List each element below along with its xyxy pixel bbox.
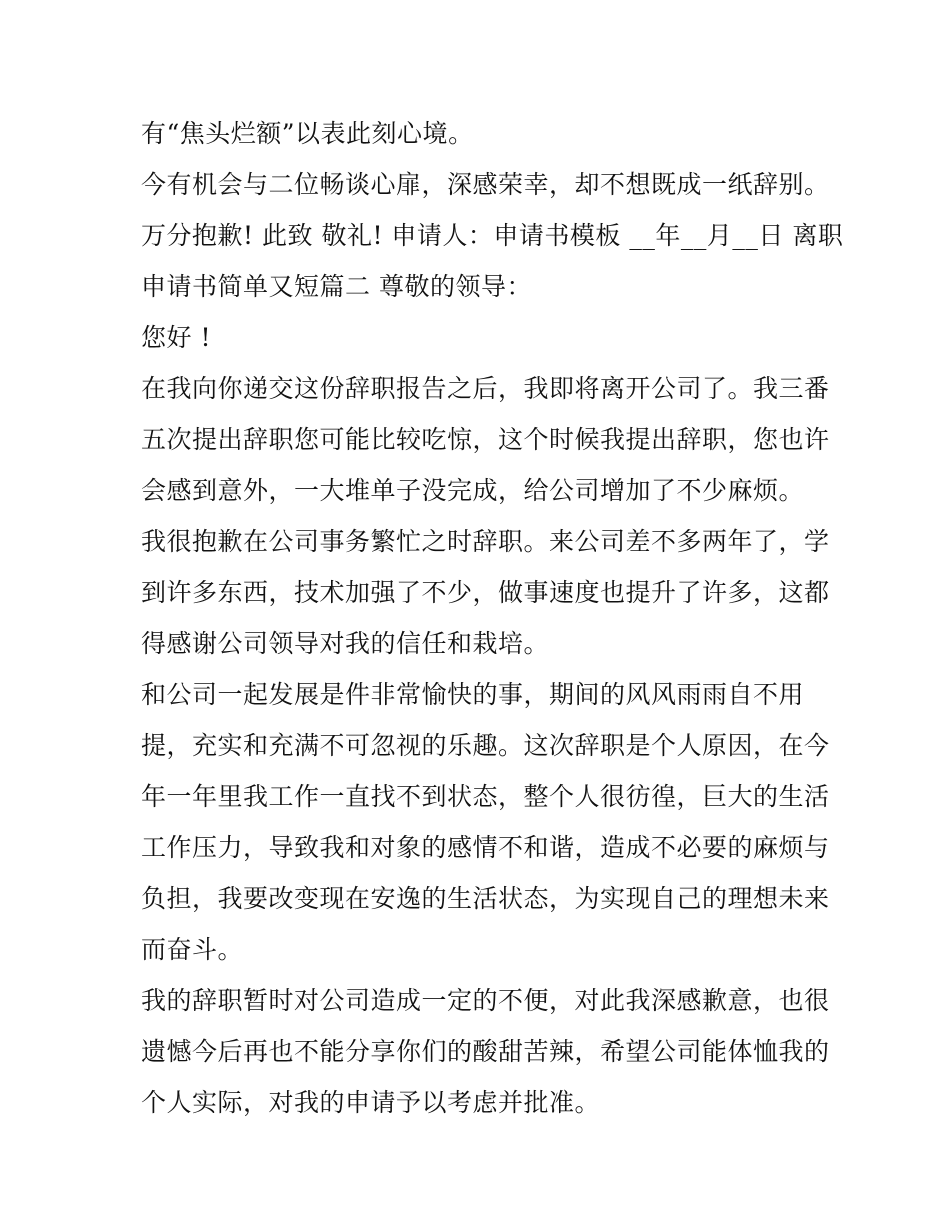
text-line: 您好 ! xyxy=(141,323,211,352)
text-line: 负担，我要改变现在安逸的生活状态，为实现自己的理想未来 xyxy=(141,884,830,913)
text-line: 今有机会与二位畅谈心扉，深感荣幸，却不想既成一纸辞别。 xyxy=(141,170,830,199)
text-line: 到许多东西，技术加强了不少，做事速度也提升了许多，这都 xyxy=(141,578,830,607)
text-line: 得感谢公司领导对我的信任和栽培。 xyxy=(141,629,550,658)
text-line: 遗憾今后再也不能分享你们的酸甜苦辣，希望公司能体恤我的 xyxy=(141,1037,830,1066)
text-line: 申请书简单又短篇二 尊敬的领导： xyxy=(141,272,532,301)
text-line: 我很抱歉在公司事务繁忙之时辞职。来公司差不多两年了，学 xyxy=(141,527,830,556)
text-line: 会感到意外，一大堆单子没完成，给公司增加了不少麻烦。 xyxy=(141,476,805,505)
text-line: 年一年里我工作一直找不到状态，整个人很彷徨，巨大的生活 xyxy=(141,782,830,811)
text-line: 有“焦头烂额”以表此刻心境。 xyxy=(141,119,474,148)
text-line: 五次提出辞职您可能比较吃惊，这个时候我提出辞职，您也许 xyxy=(141,425,830,454)
text-line: 个人实际，对我的申请予以考虑并批准。 xyxy=(141,1088,601,1117)
text-line: 万分抱歉! 此致 敬礼! 申请人：申请书模板 __年__月__日 离职 xyxy=(141,221,844,250)
text-line: 在我向你递交这份辞职报告之后，我即将离开公司了。我三番 xyxy=(141,374,830,403)
text-line: 我的辞职暂时对公司造成一定的不便，对此我深感歉意，也很 xyxy=(141,986,830,1015)
text-line: 工作压力，导致我和对象的感情不和谐，造成不必要的麻烦与 xyxy=(141,833,830,862)
text-line: 而奋斗。 xyxy=(141,935,244,964)
text-line: 提，充实和充满不可忽视的乐趣。这次辞职是个人原因，在今 xyxy=(141,731,830,760)
letter-body xyxy=(141,108,844,1128)
text-line: 和公司一起发展是件非常愉快的事，期间的风风雨雨自不用 xyxy=(141,680,805,709)
